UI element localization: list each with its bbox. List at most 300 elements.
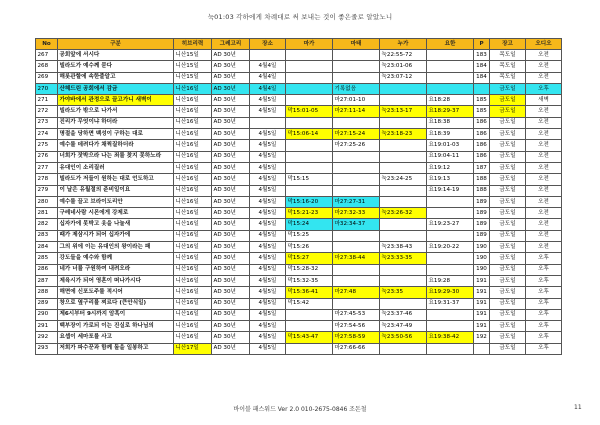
- cell-matthew: [333, 174, 380, 185]
- cell-no: 272: [36, 106, 58, 117]
- cell-title: 그의 위에 이는 유대인의 왕이라는 패: [58, 242, 174, 253]
- cell-matthew: [333, 117, 380, 128]
- cell-luke: 눅22:55-72: [380, 50, 427, 61]
- cell-title: 요셉이 세마포를 사고: [58, 332, 174, 343]
- table-row: [36, 106, 562, 117]
- table-row: [36, 298, 562, 309]
- cell-p: 190: [474, 253, 490, 264]
- cell-title: 제6시부터 9시까지 암흑이: [58, 309, 174, 320]
- cell-matthew: [333, 162, 380, 173]
- cell-title: 빌라도가 저들이 원하는 대로 언도하고: [58, 174, 174, 185]
- cell-gregorian: AD 30년: [212, 343, 250, 354]
- cell-hebrew: 니산16일: [174, 264, 212, 275]
- cell-no: 280: [36, 196, 58, 207]
- cell-matthew: [333, 61, 380, 72]
- table-row: [36, 196, 562, 207]
- cell-gregorian: AD 30년: [212, 332, 250, 343]
- cell-audio: 오후: [526, 309, 562, 320]
- cell-luke: [380, 185, 427, 196]
- cell-john: 요19:31-37: [427, 298, 474, 309]
- cell-hebrew: 니산16일: [174, 83, 212, 94]
- cell-john: 요18:39: [427, 129, 474, 140]
- cell-notes: 금도일: [490, 321, 526, 332]
- cell-hebrew: 니산16일: [174, 298, 212, 309]
- cell-title: 빌라도가 밖으로 나가서: [58, 106, 174, 117]
- cell-mark: 막15:28-32: [286, 264, 333, 275]
- cell-hebrew: 니산16일: [174, 287, 212, 298]
- cell-matthew: 마27:38-44: [333, 253, 380, 264]
- table-row: [36, 61, 562, 72]
- cell-p: 190: [474, 242, 490, 253]
- cell-title: 구레네사람 시몬에게 강제로: [58, 208, 174, 219]
- cell-audio: 오후: [526, 332, 562, 343]
- cell-notes: 금도일: [490, 343, 526, 354]
- cell-luke: 눅23:37-46: [380, 309, 427, 320]
- table-row: [36, 321, 562, 332]
- cell-matthew: 마27:11-14: [333, 106, 380, 117]
- cell-mark: [286, 162, 333, 173]
- cell-notes: 금도일: [490, 174, 526, 185]
- table-row: [36, 185, 562, 196]
- header-row: [36, 39, 562, 50]
- cell-date: 4월5일: [250, 106, 286, 117]
- col-header-place: 장소: [250, 39, 286, 50]
- table-row: [36, 287, 562, 298]
- cell-date: 4월5일: [250, 253, 286, 264]
- cell-date: 4월5일: [250, 275, 286, 286]
- cell-date: 4월5일: [250, 95, 286, 106]
- cell-title: 해면에 신포도주를 적시어: [58, 287, 174, 298]
- cell-date: [250, 50, 286, 61]
- cell-hebrew: 니산16일: [174, 106, 212, 117]
- col-header-john: 요한: [427, 39, 474, 50]
- cell-gregorian: AD 30년: [212, 151, 250, 162]
- cell-no: 285: [36, 253, 58, 264]
- cell-gregorian: AD 30년: [212, 208, 250, 219]
- cell-p: 188: [474, 174, 490, 185]
- cell-matthew: 마27:66-66: [333, 343, 380, 354]
- cell-audio: 오전: [526, 106, 562, 117]
- cell-hebrew: 니산16일: [174, 162, 212, 173]
- cell-audio: 오전: [526, 219, 562, 230]
- cell-john: [427, 50, 474, 61]
- cell-audio: 오후: [526, 287, 562, 298]
- cell-gregorian: AD 30년: [212, 230, 250, 241]
- cell-luke: [380, 264, 427, 275]
- cell-no: 278: [36, 174, 58, 185]
- timeline-table: [35, 38, 562, 355]
- cell-no: 270: [36, 83, 58, 94]
- cell-matthew: [333, 242, 380, 253]
- cell-notes: 금도일: [490, 117, 526, 128]
- cell-no: 277: [36, 162, 58, 173]
- cell-john: 요19:13: [427, 174, 474, 185]
- cell-notes: 금도일: [490, 83, 526, 94]
- cell-gregorian: AD 30년: [212, 253, 250, 264]
- col-header-title: 구분: [58, 39, 174, 50]
- table-row: [36, 230, 562, 241]
- cell-luke: [380, 275, 427, 286]
- page-title: 눅01:03 각하에게 차례대로 써 보내는 것이 좋은줄로 알았노니: [207, 13, 393, 21]
- cell-john: [427, 264, 474, 275]
- table-row: [36, 140, 562, 151]
- cell-audio: 오후: [526, 264, 562, 275]
- cell-p: 187: [474, 162, 490, 173]
- cell-luke: 눅23:24-25: [380, 174, 427, 185]
- cell-mark: 막15:43-47: [286, 332, 333, 343]
- table-row: [36, 129, 562, 140]
- cell-luke: [380, 196, 427, 207]
- cell-gregorian: AD 30년: [212, 298, 250, 309]
- cell-no: 276: [36, 151, 58, 162]
- cell-mark: 막15:25: [286, 230, 333, 241]
- cell-mark: [286, 50, 333, 61]
- cell-date: 4월5일: [250, 185, 286, 196]
- cell-no: 279: [36, 185, 58, 196]
- cell-p: 186: [474, 129, 490, 140]
- cell-date: 4월5일: [250, 264, 286, 275]
- cell-gregorian: AD 30년: [212, 50, 250, 61]
- cell-hebrew: 니산16일: [174, 275, 212, 286]
- cell-gregorian: AD 30년: [212, 72, 250, 83]
- cell-audio: 오전: [526, 196, 562, 207]
- table-row: [36, 332, 562, 343]
- cell-date: 4월4일: [250, 72, 286, 83]
- cell-p: 184: [474, 61, 490, 72]
- cell-audio: 오후: [526, 253, 562, 264]
- cell-gregorian: AD 30년: [212, 83, 250, 94]
- cell-p: 189: [474, 208, 490, 219]
- table-row: [36, 264, 562, 275]
- cell-matthew: 마27:45-53: [333, 309, 380, 320]
- cell-notes: 목도일: [490, 61, 526, 72]
- cell-date: 4월5일: [250, 242, 286, 253]
- cell-p: 188: [474, 185, 490, 196]
- cell-gregorian: AD 30년: [212, 140, 250, 151]
- cell-hebrew: 니산15일: [174, 72, 212, 83]
- cell-mark: 막15:24: [286, 219, 333, 230]
- cell-gregorian: AD 30년: [212, 95, 250, 106]
- cell-mark: [286, 117, 333, 128]
- col-header-notes: 장고: [490, 39, 526, 50]
- cell-audio: 오전: [526, 117, 562, 128]
- cell-title: 산헤드린 공회에서 감금: [58, 83, 174, 94]
- cell-p: [474, 83, 490, 94]
- cell-mark: [286, 343, 333, 354]
- cell-notes: 금도일: [490, 106, 526, 117]
- cell-luke: [380, 117, 427, 128]
- cell-notes: 목도일: [490, 50, 526, 61]
- cell-title: 공회앞에 서시다: [58, 50, 174, 61]
- cell-date: 4월5일: [250, 309, 286, 320]
- cell-notes: 목도일: [490, 72, 526, 83]
- cell-john: 요19:38-42: [427, 332, 474, 343]
- cell-notes: 금도일: [490, 185, 526, 196]
- cell-john: 요19:23-27: [427, 219, 474, 230]
- table-row: [36, 343, 562, 354]
- cell-audio: 오전: [526, 162, 562, 173]
- cell-luke: 눅23:33-35: [380, 253, 427, 264]
- cell-luke: [380, 95, 427, 106]
- cell-luke: 눅23:35: [380, 287, 427, 298]
- cell-hebrew: 니산16일: [174, 185, 212, 196]
- cell-gregorian: AD 30년: [212, 117, 250, 128]
- cell-john: 요19:04-11: [427, 151, 474, 162]
- cell-matthew: 마27:01-10: [333, 95, 380, 106]
- cell-john: [427, 72, 474, 83]
- cell-no: 271: [36, 95, 58, 106]
- cell-audio: 오전: [526, 151, 562, 162]
- cell-matthew: 마27:32-33: [333, 208, 380, 219]
- cell-no: 275: [36, 140, 58, 151]
- footer-text: 바이블 패스워드 Ver 2.0 010-2675-0846 조돈철: [233, 406, 367, 413]
- cell-notes: 금도일: [490, 264, 526, 275]
- cell-p: 185: [474, 95, 490, 106]
- cell-no: 291: [36, 321, 58, 332]
- table-row: [36, 83, 562, 94]
- cell-audio: 오전: [526, 185, 562, 196]
- cell-mark: 막15:36-41: [286, 287, 333, 298]
- col-header-p: P: [474, 39, 490, 50]
- cell-john: 요19:29-30: [427, 287, 474, 298]
- cell-date: 4월5일: [250, 174, 286, 185]
- cell-mark: 막15:21-23: [286, 208, 333, 219]
- cell-date: 4월5일: [250, 162, 286, 173]
- cell-john: [427, 321, 474, 332]
- cell-matthew: [333, 50, 380, 61]
- cell-mark: 막15:27: [286, 253, 333, 264]
- cell-matthew: 마27:27-31: [333, 196, 380, 207]
- cell-john: [427, 309, 474, 320]
- cell-john: [427, 196, 474, 207]
- col-header-luke: 누가: [380, 39, 427, 50]
- col-header-no: No: [36, 39, 58, 50]
- cell-luke: [380, 219, 427, 230]
- cell-hebrew: 니산15일: [174, 50, 212, 61]
- cell-audio: 오전: [526, 50, 562, 61]
- cell-mark: 막15:32-35: [286, 275, 333, 286]
- cell-gregorian: AD 30년: [212, 321, 250, 332]
- cell-luke: 눅23:38-43: [380, 242, 427, 253]
- cell-gregorian: AD 30년: [212, 196, 250, 207]
- cell-matthew: [333, 230, 380, 241]
- cell-date: 4월5일: [250, 129, 286, 140]
- cell-mark: [286, 140, 333, 151]
- cell-luke: 눅23:47-49: [380, 321, 427, 332]
- cell-title: 진리가 무엇이냐 하더라: [58, 117, 174, 128]
- cell-luke: 눅23:01-06: [380, 61, 427, 72]
- cell-no: 273: [36, 117, 58, 128]
- cell-audio: 오전: [526, 129, 562, 140]
- cell-title: 십자가에 못박고 옷을 나눌새: [58, 219, 174, 230]
- cell-john: 요18:28: [427, 95, 474, 106]
- cell-john: 요19:14-19: [427, 185, 474, 196]
- cell-notes: 금도일: [490, 95, 526, 106]
- cell-matthew: [333, 185, 380, 196]
- cell-hebrew: 니산16일: [174, 151, 212, 162]
- cell-john: 요19:12: [427, 162, 474, 173]
- cell-no: 268: [36, 61, 58, 72]
- cell-luke: [380, 140, 427, 151]
- cell-date: 4월5일: [250, 298, 286, 309]
- cell-gregorian: AD 30년: [212, 129, 250, 140]
- cell-matthew: [333, 151, 380, 162]
- cell-gregorian: AD 30년: [212, 219, 250, 230]
- cell-hebrew: 니산16일: [174, 309, 212, 320]
- cell-audio: 오후: [526, 83, 562, 94]
- cell-title: 명절을 당하면 백성이 구하는 대로: [58, 129, 174, 140]
- cell-luke: 눅23:50-56: [380, 332, 427, 343]
- cell-hebrew: 니산17일: [174, 343, 212, 354]
- cell-gregorian: AD 30년: [212, 275, 250, 286]
- cell-john: 요19:28: [427, 275, 474, 286]
- cell-mark: [286, 95, 333, 106]
- cell-hebrew: 니산15일: [174, 61, 212, 72]
- cell-no: 281: [36, 208, 58, 219]
- cell-mark: [286, 185, 333, 196]
- cell-p: 186: [474, 117, 490, 128]
- cell-audio: 오후: [526, 275, 562, 286]
- cell-mark: 막15:16-20: [286, 196, 333, 207]
- cell-title: 해롯관할에 속한줄알고: [58, 72, 174, 83]
- cell-p: 185: [474, 106, 490, 117]
- cell-date: [250, 117, 286, 128]
- cell-no: 283: [36, 230, 58, 241]
- cell-p: 191: [474, 275, 490, 286]
- cell-john: 요18:29-37: [427, 106, 474, 117]
- table-row: [36, 174, 562, 185]
- cell-notes: 금도일: [490, 196, 526, 207]
- cell-luke: 눅23:26-32: [380, 208, 427, 219]
- cell-luke: [380, 343, 427, 354]
- cell-gregorian: AD 30년: [212, 61, 250, 72]
- cell-luke: 눅23:13-17: [380, 106, 427, 117]
- cell-audio: 오전: [526, 140, 562, 151]
- cell-matthew: 마27:54-56: [333, 321, 380, 332]
- cell-luke: 눅23:07-12: [380, 72, 427, 83]
- cell-luke: 눅23:18-23: [380, 129, 427, 140]
- cell-audio: 오전: [526, 174, 562, 185]
- cell-audio: 오전: [526, 242, 562, 253]
- cell-p: 190: [474, 264, 490, 275]
- cell-title: 강도들을 예수와 함께: [58, 253, 174, 264]
- cell-title: 유대인이 소리질러: [58, 162, 174, 173]
- cell-mark: 막15:06-14: [286, 129, 333, 140]
- cell-john: [427, 208, 474, 219]
- cell-gregorian: AD 30년: [212, 242, 250, 253]
- cell-gregorian: AD 30년: [212, 287, 250, 298]
- cell-date: 4월5일: [250, 332, 286, 343]
- cell-notes: 금도일: [490, 162, 526, 173]
- cell-gregorian: AD 30년: [212, 106, 250, 117]
- cell-p: 191: [474, 321, 490, 332]
- cell-title: 제육시가 되어 영혼이 떠나가시다: [58, 275, 174, 286]
- cell-audio: 오전: [526, 61, 562, 72]
- cell-hebrew: 니산16일: [174, 174, 212, 185]
- cell-p: 192: [474, 332, 490, 343]
- cell-matthew: [333, 72, 380, 83]
- cell-title: 네가 너를 구원하여 내려오라: [58, 264, 174, 275]
- cell-mark: [286, 61, 333, 72]
- cell-notes: 금도일: [490, 275, 526, 286]
- page-number: 11: [574, 404, 582, 411]
- cell-no: 292: [36, 332, 58, 343]
- cell-date: 4월5일: [250, 151, 286, 162]
- cell-p: 183: [474, 50, 490, 61]
- cell-p: 186: [474, 151, 490, 162]
- cell-john: [427, 83, 474, 94]
- cell-hebrew: 니산16일: [174, 196, 212, 207]
- cell-date: 4월5일: [250, 208, 286, 219]
- cell-date: 4월5일: [250, 230, 286, 241]
- cell-date: 4월5일: [250, 287, 286, 298]
- cell-notes: 금도일: [490, 208, 526, 219]
- cell-hebrew: 니산16일: [174, 129, 212, 140]
- cell-date: 4월5일: [250, 219, 286, 230]
- cell-gregorian: AD 30년: [212, 309, 250, 320]
- cell-p: 189: [474, 219, 490, 230]
- cell-luke: [380, 162, 427, 173]
- cell-audio: 오전: [526, 72, 562, 83]
- table-row: [36, 208, 562, 219]
- cell-no: 267: [36, 50, 58, 61]
- cell-p: 191: [474, 309, 490, 320]
- cell-hebrew: 니산16일: [174, 219, 212, 230]
- cell-title: 창으로 옆구리를 찌르다 (큰안식일): [58, 298, 174, 309]
- cell-john: 요19:20-22: [427, 242, 474, 253]
- table-row: [36, 72, 562, 83]
- cell-audio: 오전: [526, 208, 562, 219]
- cell-date: 4월5일: [250, 343, 286, 354]
- cell-john: [427, 61, 474, 72]
- cell-p: [474, 343, 490, 354]
- cell-john: [427, 230, 474, 241]
- cell-audio: 오전: [526, 230, 562, 241]
- cell-title: 가야바에서 관정으로 끌고가니 새벽이: [58, 95, 174, 106]
- cell-title: 이 날은 유월절의 준비일이요: [58, 185, 174, 196]
- table-row: [36, 219, 562, 230]
- cell-mark: [286, 309, 333, 320]
- cell-luke: [380, 83, 427, 94]
- cell-no: 287: [36, 275, 58, 286]
- cell-hebrew: 니산16일: [174, 208, 212, 219]
- cell-mark: 막15:15: [286, 174, 333, 185]
- cell-no: 290: [36, 309, 58, 320]
- cell-title: 저희가 파수꾼과 함께 돌을 일봉하고: [58, 343, 174, 354]
- table-row: [36, 151, 562, 162]
- cell-notes: 금도일: [490, 298, 526, 309]
- cell-audio: 오후: [526, 321, 562, 332]
- cell-john: [427, 253, 474, 264]
- table-row: [36, 117, 562, 128]
- cell-matthew: 마32:34-37: [333, 219, 380, 230]
- cell-no: 282: [36, 219, 58, 230]
- cell-matthew: 마27:25-26: [333, 140, 380, 151]
- cell-date: 4월5일: [250, 196, 286, 207]
- cell-luke: [380, 298, 427, 309]
- cell-hebrew: 니산16일: [174, 230, 212, 241]
- cell-mark: 막15:42: [286, 298, 333, 309]
- cell-notes: 금도일: [490, 242, 526, 253]
- table-row: [36, 162, 562, 173]
- cell-p: 189: [474, 196, 490, 207]
- cell-title: 너희가 잣박으라 나는 죄를 찾지 못하노라: [58, 151, 174, 162]
- cell-hebrew: 니산16일: [174, 140, 212, 151]
- col-header-audio: 오디오: [526, 39, 562, 50]
- cell-audio: 오후: [526, 298, 562, 309]
- cell-hebrew: 니산16일: [174, 95, 212, 106]
- cell-notes: 금도일: [490, 230, 526, 241]
